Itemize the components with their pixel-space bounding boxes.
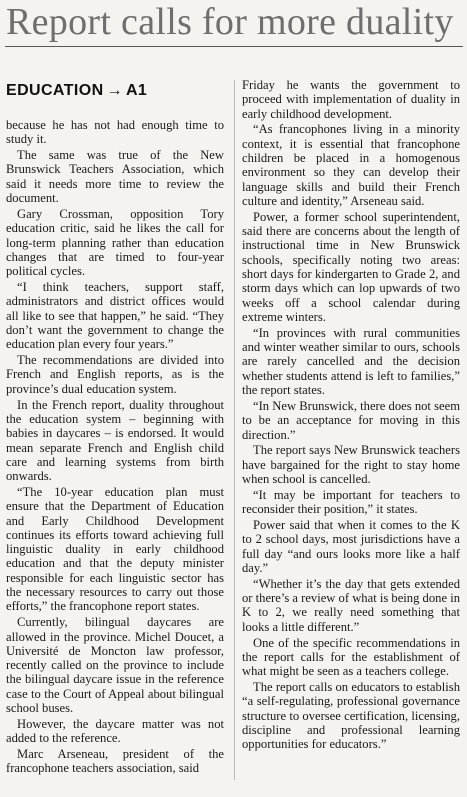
paragraph: The recommendations are divided into French and English reports, as is the province’s dual education system.	[6, 353, 224, 396]
paragraph: Marc Arseneau, president of the francophone teachers association, said	[6, 747, 224, 776]
paragraph: “The 10-year education plan must ensure that the Department of Education and Early Childhood Development continues its efforts toward achieving full linguistic duality in early childhood education and that the deputy minister responsible for each linguistic sector has the necessary resources to carry out those efforts,” the francophone report states.	[6, 484, 224, 614]
paragraph: Gary Crossman, opposition Tory education critic, said he likes the call for long-term planning rather than education changes that are timed to four-year political cycles.	[6, 206, 224, 279]
paragraph: In the French report, duality throughout the education system – beginning with babies in daycares – is endorsed. It would mean separate French and English child care and learning systems from birth onwards.	[6, 397, 224, 484]
paragraph: “It may be important for teachers to reconsider their position,” it states.	[242, 487, 460, 517]
paragraph: One of the specific recommendations in the report calls for the establishment of what might be seen as a teachers college.	[242, 635, 460, 679]
section-label: EDUCATION	[6, 82, 104, 99]
paragraph: The same was true of the New Brunswick Teachers Association, which said it needs more time to review the document.	[6, 148, 224, 206]
left-column	[6, 118, 224, 777]
paragraph: “Whether it’s the day that gets extended or there’s a review of what is being done in K to 2, we really need something that looks a little different.”	[242, 576, 460, 634]
paragraph: The report calls on educators to establish “a self-regulating, professional governance structure to oversee certification, licensing, discipline and professional learning opportunities for educators.”	[242, 680, 460, 752]
paragraph: “I think teachers, support staff, administrators and district offices would all like to see that happen,” he said. “They don’t want the government to change the education plan every four years.”	[6, 280, 224, 352]
headline-rule	[5, 46, 463, 47]
arrow-right-icon: →	[106, 82, 123, 99]
section-jump-tag	[6, 82, 147, 100]
paragraph: Power said that when it comes to the K to 2 school days, most jurisdictions have a full day “and ours looks more like a half day.”	[242, 518, 460, 575]
paragraph: Power, a former school superintendent, said there are concerns about the length of instructional time in New Brunswick schools, specifically noting two areas: short days for kindergarten to Grade 2, and storm days which can lop upwards of two weeks off a school calendar during extreme winters.	[242, 209, 460, 324]
paragraph: because he has not had enough time to study it.	[6, 118, 224, 147]
paragraph: The report says New Brunswick teachers have bargained for the right to stay home when school is cancelled.	[242, 443, 460, 486]
paragraph: However, the daycare matter was not added to the reference.	[6, 716, 224, 746]
paragraph: “In provinces with rural communities and winter weather similar to ours, schools are rarely cancelled and the decision whether students attend is left to families,” the report states.	[242, 325, 460, 398]
paragraph: Currently, bilingual daycares are allowed in the province. Michel Doucet, a Université de Moncton law professor, recently called on the province to include the bilingual daycare issue in the reference case to the Court of Appeal about bilingual school buses.	[6, 615, 224, 716]
column-divider	[234, 80, 235, 780]
paragraph: “As francophones living in a minority context, it is essential that francophone children be placed in a homogenous environment so they can develop their language skills and build their French culture and identity,” Arseneau said.	[242, 122, 460, 208]
section-page: A1	[125, 82, 148, 99]
paragraph: “In New Brunswick, there does not seem to be an acceptance for moving in this direction.”	[242, 398, 460, 442]
right-column	[242, 78, 460, 753]
paragraph: Friday he wants the government to proceed with implementation of duality in early childhood development.	[242, 78, 460, 121]
headline: Report calls for more duality	[6, 1, 454, 43]
